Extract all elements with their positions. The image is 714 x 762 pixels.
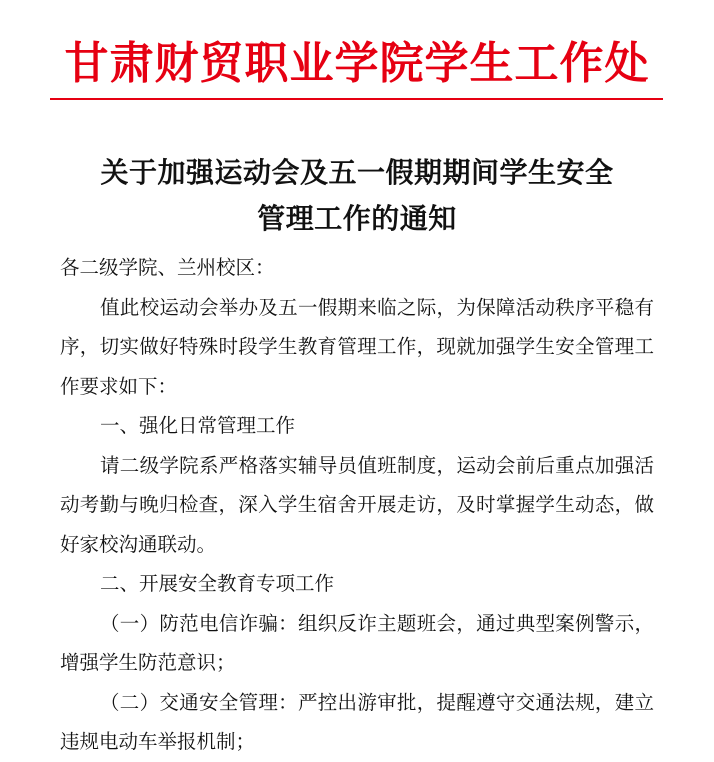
section-1-heading: 一、强化日常管理工作 <box>100 414 296 437</box>
section-2-item-2: （二）交通安全管理：严控出游审批，提醒遵守交通法规，建立违规电动车举报机制； <box>60 690 654 753</box>
salutation: 各二级学院、兰州校区： <box>60 256 275 279</box>
section-2-heading: 二、开展安全教育专项工作 <box>100 572 335 595</box>
section-2-item-1: （一）防范电信诈骗：组织反诈主题班会，通过典型案例警示，增强学生防范意识； <box>60 611 654 674</box>
org-header-title: 甘肃财贸职业学院学生工作处 <box>64 38 650 89</box>
document-body <box>60 248 654 762</box>
document-title-line-2: 管理工作的通知 <box>257 202 457 235</box>
header-red-rule <box>50 98 663 100</box>
document-title <box>0 150 714 242</box>
intro-paragraph: 值此校运动会举办及五一假期来临之际，为保障活动秩序平稳有序，切实做好特殊时段学生教育管理工作，现就加强学生安全管理工作要求如下： <box>60 295 654 398</box>
section-1-paragraph: 请二级学院系严格落实辅导员值班制度，运动会前后重点加强活动考勤与晚归检查，深入学生宿舍开展走访，及时掌握学生动态，做好家校沟通联动。 <box>60 453 654 556</box>
document-title-line-1: 关于加强运动会及五一假期期间学生安全 <box>100 156 614 189</box>
